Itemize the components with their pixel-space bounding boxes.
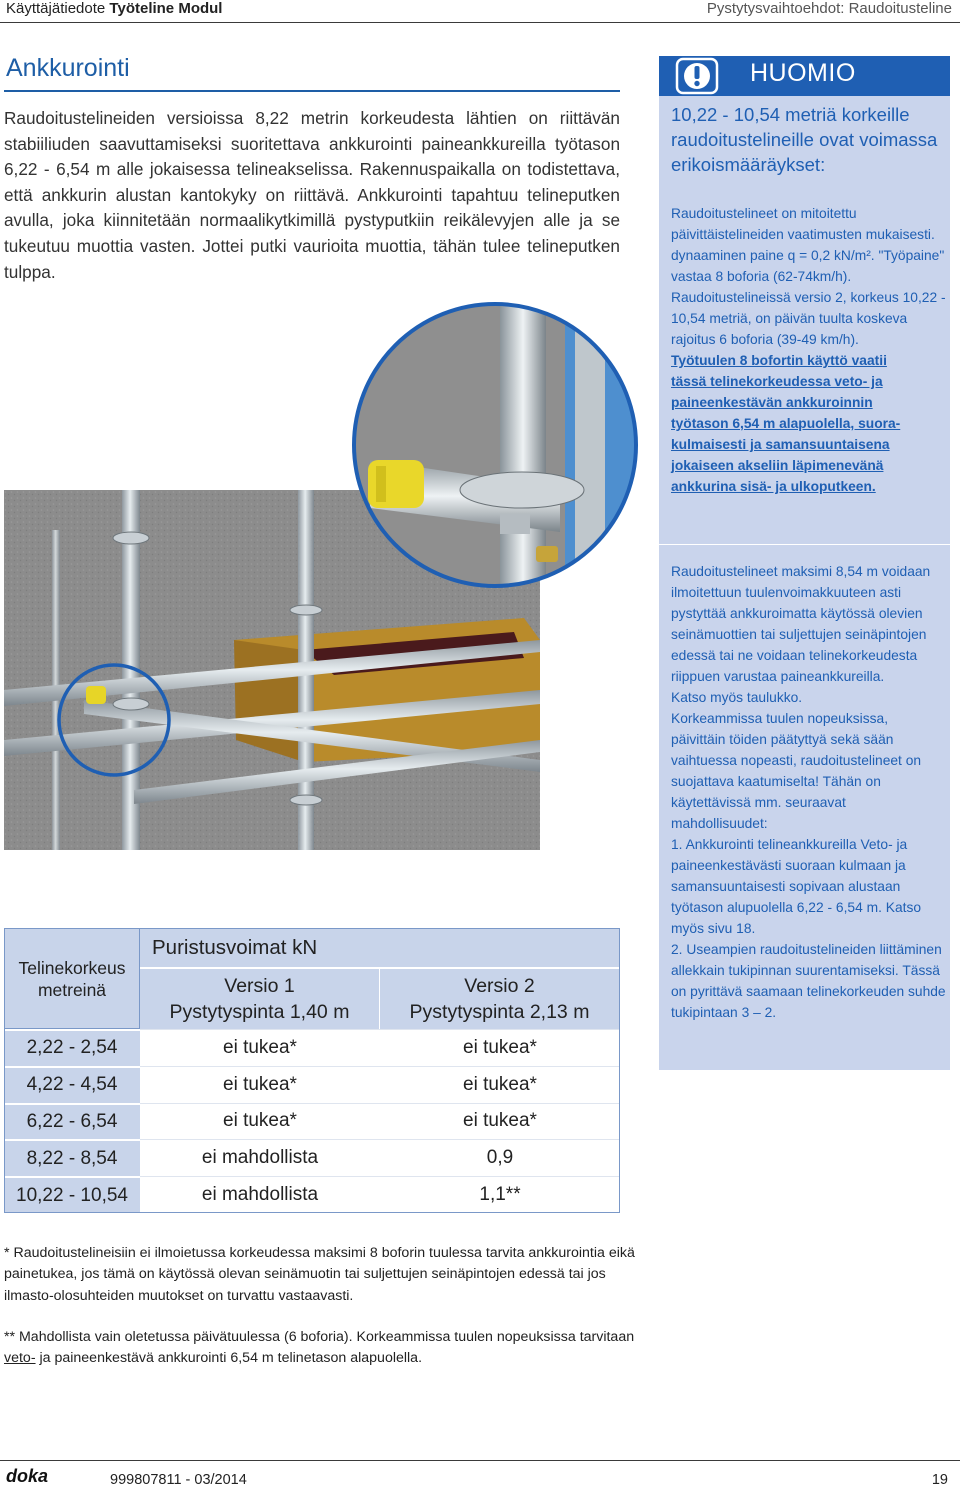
warning-icon [675, 57, 719, 95]
table-header-version1: Versio 1 Pystytyspinta 1,40 m [140, 967, 380, 1029]
table-group-header: Puristusvoimat kN [140, 928, 620, 967]
doka-logo [6, 1466, 62, 1486]
table-cell-height: 2,22 - 2,54 [4, 1029, 140, 1066]
table-cell-version1: ei mahdollista [140, 1176, 380, 1213]
notice-underlined-line: jokaiseen akseliin läpimenevänä [671, 458, 884, 473]
notice-underlined-line: tässä telinekorkeudessa veto- ja [671, 374, 883, 389]
notice-underlined-line: kulmaisesti ja samansuuntaisena [671, 437, 890, 452]
table-cell-version2: 0,9 [380, 1139, 620, 1176]
table-header-version2: Versio 2 Pystytyspinta 2,13 m [380, 967, 620, 1029]
footnote-2: ** Mahdollista vain oletetussa päivätuulessa (6 boforia). Korkeammissa tuulen nopeuksissa tarvitaan veto- ja paineenkestävä ankkurointi 6,54 m telinetason alapuolella. [4, 1329, 635, 1367]
footer-doc-number: 999807811 - 03/2014 [110, 1472, 247, 1488]
table-cell-height: 4,22 - 4,54 [4, 1066, 140, 1103]
coupler-detail-zoom [350, 300, 640, 590]
table-cell-version1: ei tukea* [140, 1029, 380, 1066]
notice-paragraph: Katso myös taulukko. [671, 690, 803, 705]
footnote-1: * Raudoitustelineisiin ei ilmoietussa korkeudessa maksimi 8 boforin tuulessa tarvita ankkurointia eikä painetukea, jos tämä on käytössä olevan seinämuotin tai suljettujen seinäpintojen edessä tai jos ilmasto-olosuhteiden muutokset on turvattu vastaavasti. [4, 1245, 635, 1304]
notice-underlined-line: paineenkestävän ankkuroinnin [671, 395, 873, 410]
section-title-rule [4, 90, 620, 92]
notice-underlined-line: Työtuulen 8 bofortin käyttö vaatii [671, 353, 887, 368]
notice-paragraph: Raudoitustelineissä versio 2, korkeus 10,22 - 10,54 metriä, on päivän tuulta koskeva rajoitus 6 boforia (39-49 km/h). [671, 290, 946, 347]
header-divider [0, 22, 960, 23]
svg-text:doka: doka [6, 1466, 49, 1486]
footer-divider [0, 1460, 960, 1461]
notice-title: HUOMIO [750, 59, 856, 87]
table-cell-version1: ei tukea* [140, 1066, 380, 1103]
section-intro-text: Raudoitustelineiden versioissa 8,22 metrin korkeudesta lähtien on riittävän stabiiliuden saavuttamiseksi suoritettava ankkurointi paineankkureilla työtason 6,22 - 6,54 m alle jokaisessa telineakselissa. Rakennuspaikalla on todistettava, että ankkurin alustan kantokyky on riittävä. Ankkurointi tapahtuu telineputken avulla, joka kiinnitetään normaalikytkimillä pystyputkiin reikälevyjen alle ja se tukeutuu muottia vasten. Jottei putki vaurioita muottia, tähän tulee telineputken tulppa. [4, 108, 620, 282]
table-cell-height: 6,22 - 6,54 [4, 1103, 140, 1140]
table-cell-version1: ei mahdollista [140, 1139, 380, 1176]
table-cell-height: 10,22 - 10,54 [4, 1176, 140, 1213]
table-cell-version1: ei tukea* [140, 1103, 380, 1140]
compressive-force-table [4, 928, 620, 1213]
notice-underlined-line: ankkurina sisä- ja ulkoputkeen. [671, 479, 876, 494]
footer-page-number: 19 [931, 1472, 948, 1488]
notice-paragraph: Raudoitustelineet on mitoitettu päivittäistelineiden vaatimusten mukaisesti. dynaaminen paine q = 0,2 kN/m². "Työpaine" vastaa 8 boforia (62-74km/h). [671, 206, 945, 284]
notice-body-2 [671, 561, 946, 1023]
notice-paragraph: Raudoitustelineet maksimi 8,54 m voidaan ilmoitettuun tuulenvoimakkuuteen asti pystyttää ankkuroimatta käytössä olevien seinämuottien tai suljettujen seinäpintojen edessä tai ne voidaan telinekorkeudesta riippuen varustaa paineankkureilla. [671, 564, 931, 684]
table-cell-version2: 1,1** [380, 1176, 620, 1213]
notice-paragraph: Korkeammissa tuulen nopeuksissa, päivittäin töiden päätyttyä sekä sään vaihtuessa nopeasti, raudoitustelineet on suojattava kaatumiselta! Tähän on käytettävissä mm. seuraavat mahdollisuudet: [671, 711, 922, 831]
notice-divider [659, 544, 950, 545]
header-doc-title: Käyttäjätiedote Työteline Modul [6, 0, 223, 17]
header-section-name: Pystytysvaihtoehdot: Raudoitusteline [706, 0, 952, 17]
notice-list-item: 1. Ankkurointi telineankkureilla Veto- ja paineenkestävästi suoraan kulmaan ja samansuuntaisesti sopivaan alustaan työtason alupuolella 6,22 - 6,54 m. Katso myös sivu 18. [671, 837, 922, 936]
notice-underlined-requirement [671, 350, 946, 497]
table-cell-version2: ei tukea* [380, 1103, 620, 1140]
table-header-height: Telinekorkeus metreinä [4, 928, 140, 1029]
table-cell-height: 8,22 - 8,54 [4, 1139, 140, 1176]
notice-lead: 10,22 - 10,54 metriä korkeille raudoitustelineille ovat voimassa erikoismääräykset: [671, 104, 938, 175]
section-title: Ankkurointi [6, 54, 130, 82]
table-cell-version2: ei tukea* [380, 1029, 620, 1066]
notice-list-item: 2. Useampien raudoitustelineiden liittäminen allekkain tukipinnan suurentamiseksi. Tässä on pyrittävä saamaan telinekorkeuden suhde tukipintaan 3 – 2. [671, 942, 946, 1020]
notice-underlined-line: työtason 6,54 m alapuolella, suora- [671, 416, 901, 431]
notice-body [671, 203, 946, 497]
table-cell-version2: ei tukea* [380, 1066, 620, 1103]
